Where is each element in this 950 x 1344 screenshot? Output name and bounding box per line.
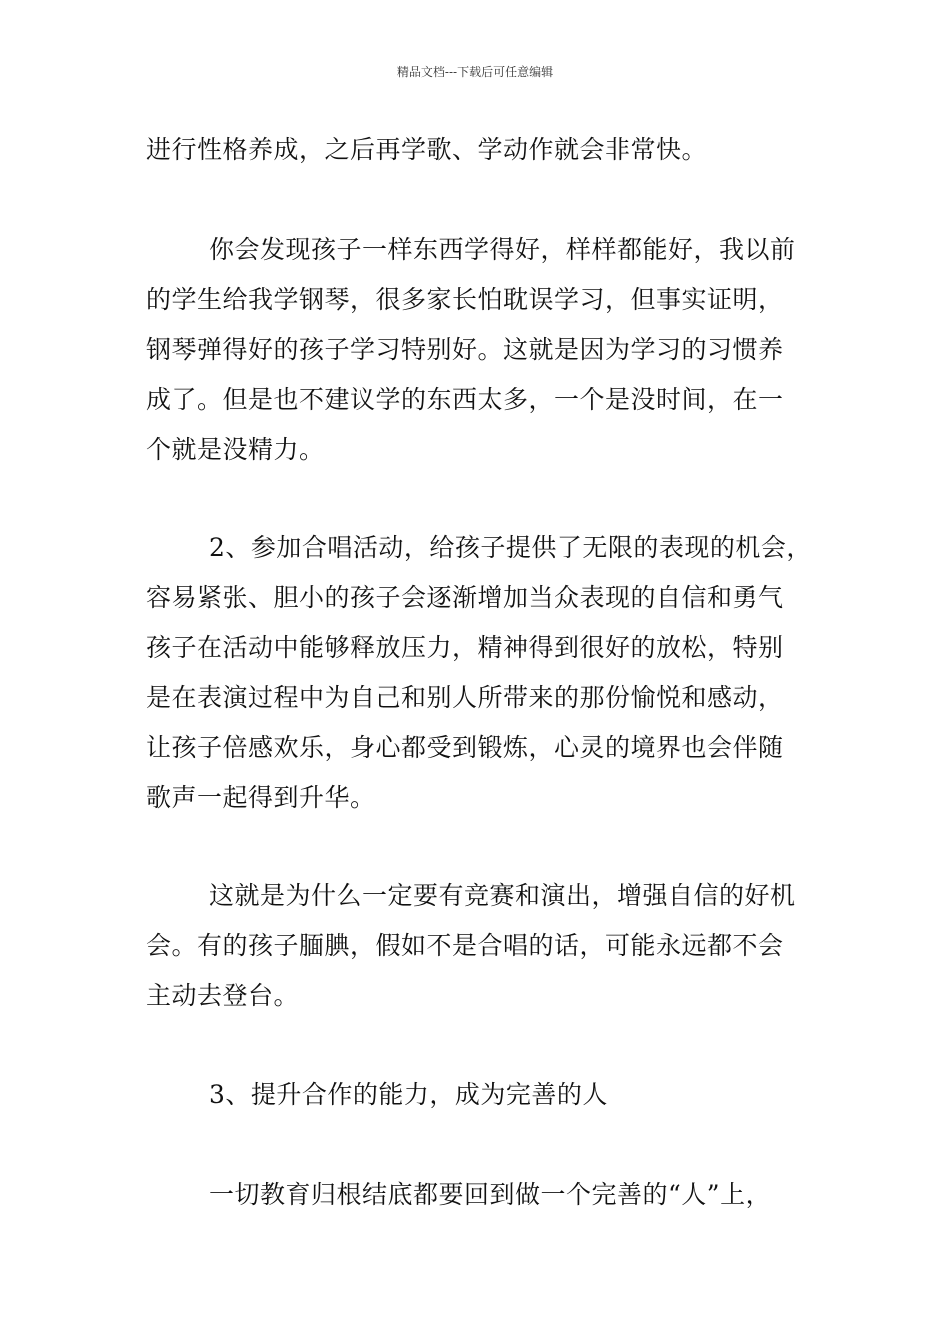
text-line: 的学生给我学钢琴，很多家长怕耽误学习，但事实证明， — [146, 285, 784, 314]
text-line: 歌声一起得到升华。 — [146, 783, 376, 812]
text-line: 孩子在活动中能够释放压力，精神得到很好的放松，特别 — [146, 633, 784, 662]
text-line: 2、参加合唱活动，给孩子提供了无限的表现的机会， — [209, 533, 812, 562]
text-line: 这就是为什么一定要有竞赛和演出，增强自信的好机 — [209, 881, 796, 910]
text-line: 是在表演过程中为自己和别人所带来的那份愉悦和感动， — [146, 683, 784, 712]
text-line: 钢琴弹得好的孩子学习特别好。这就是因为学习的习惯养 — [146, 335, 784, 364]
section-heading: 3、提升合作的能力，成为完善的人 — [209, 1080, 608, 1109]
text-line: 你会发现孩子一样东西学得好，样样都能好，我以前 — [209, 235, 796, 264]
text-line: 让孩子倍感欢乐，身心都受到锻炼，心灵的境界也会伴随 — [146, 733, 784, 762]
page-header: 精品文档---下载后可任意编辑 — [396, 65, 554, 79]
text-line: 一切教育归根结底都要回到做一个完善的“人”上， — [209, 1180, 772, 1209]
text-line: 会。有的孩子腼腆，假如不是合唱的话，可能永远都不会 — [146, 931, 784, 960]
text-line: 容易紧张、胆小的孩子会逐渐增加当众表现的自信和勇气 — [146, 583, 784, 612]
text-line: 个就是没精力。 — [146, 435, 325, 464]
text-line: 成了。但是也不建议学的东西太多，一个是没时间，在一 — [146, 385, 784, 414]
text-line: 主动去登台。 — [146, 981, 300, 1010]
text-line: 进行性格养成，之后再学歌、学动作就会非常快。 — [146, 135, 708, 164]
